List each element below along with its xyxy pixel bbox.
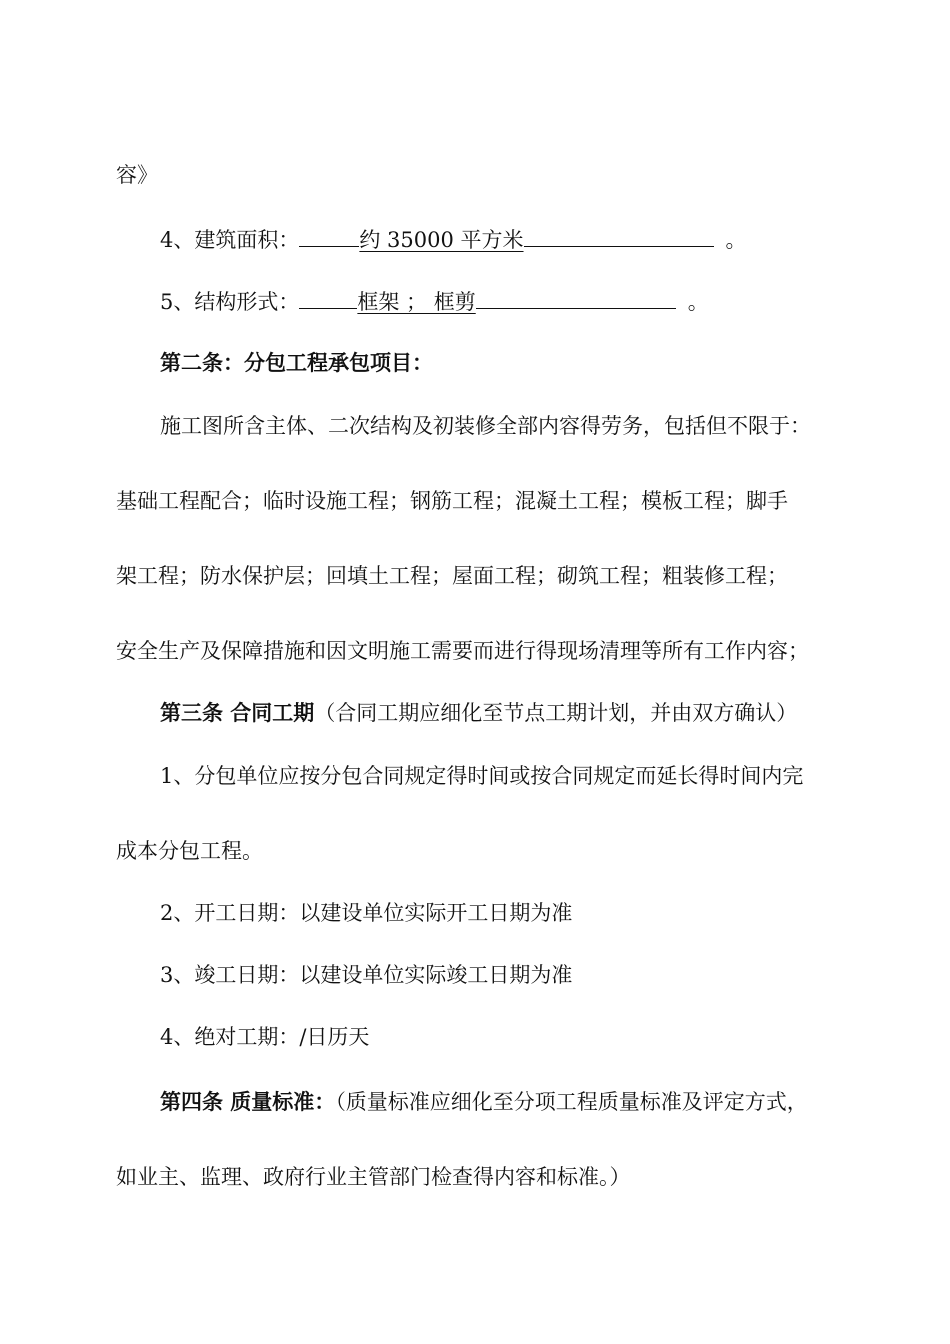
- completion-date-line: 3、竣工日期：以建设单位实际竣工日期为准: [160, 963, 573, 987]
- paragraph-line: 基础工程配合；临时设施工程；钢筋工程；混凝土工程；模板工程；脚手: [116, 489, 788, 513]
- article-4-note: （质量标准应细化至分项工程质量标准及评定方式，: [335, 1090, 808, 1114]
- building-area-value: 约 35000 平方米: [359, 228, 524, 252]
- article-4-line: [160, 1087, 808, 1117]
- structure-form-value: 框架 ； 框剪: [357, 290, 476, 314]
- paragraph-line: 如业主、监理、政府行业主管部门检查得内容和标准。）: [116, 1165, 631, 1189]
- underline-blank: [299, 224, 359, 247]
- building-area-label: 4、建筑面积：: [160, 228, 300, 252]
- article-3-note: （合同工期应细化至节点工期计划，并由双方确认）: [314, 701, 798, 725]
- continued-text: 容》: [116, 163, 158, 187]
- start-date-line: 2、开工日期：以建设单位实际开工日期为准: [160, 901, 573, 925]
- underline-blank: [299, 286, 357, 309]
- article-2-heading: 第二条：分包工程承包项目：: [160, 350, 433, 375]
- structure-form-line: [160, 286, 709, 317]
- period: 。: [725, 228, 747, 252]
- paragraph-line: 安全生产及保障措施和因文明施工需要而进行得现场清理等所有工作内容；: [116, 639, 809, 663]
- underline-blank: [476, 286, 676, 309]
- article-3-heading: 第三条 合同工期: [160, 700, 315, 725]
- underline-blank: [524, 224, 714, 247]
- structure-form-label: 5、结构形式：: [160, 290, 300, 314]
- absolute-period-line: 4、绝对工期：/日历天: [160, 1025, 370, 1049]
- text-line: [116, 160, 158, 190]
- paragraph-line: 成本分包工程。: [116, 839, 263, 863]
- article-4-heading: 第四条 质量标准：: [160, 1089, 336, 1114]
- building-area-line: [160, 224, 747, 255]
- paragraph-line: 1、分包单位应按分包合同规定得时间或按合同规定而延长得时间内完: [160, 764, 804, 788]
- period: 。: [687, 290, 709, 314]
- article-3-line: [160, 698, 797, 728]
- paragraph-line: 施工图所含主体、二次结构及初装修全部内容得劳务，包括但不限于：: [160, 414, 811, 438]
- paragraph-line: 架工程；防水保护层；回填土工程；屋面工程；砌筑工程；粗装修工程；: [116, 564, 788, 588]
